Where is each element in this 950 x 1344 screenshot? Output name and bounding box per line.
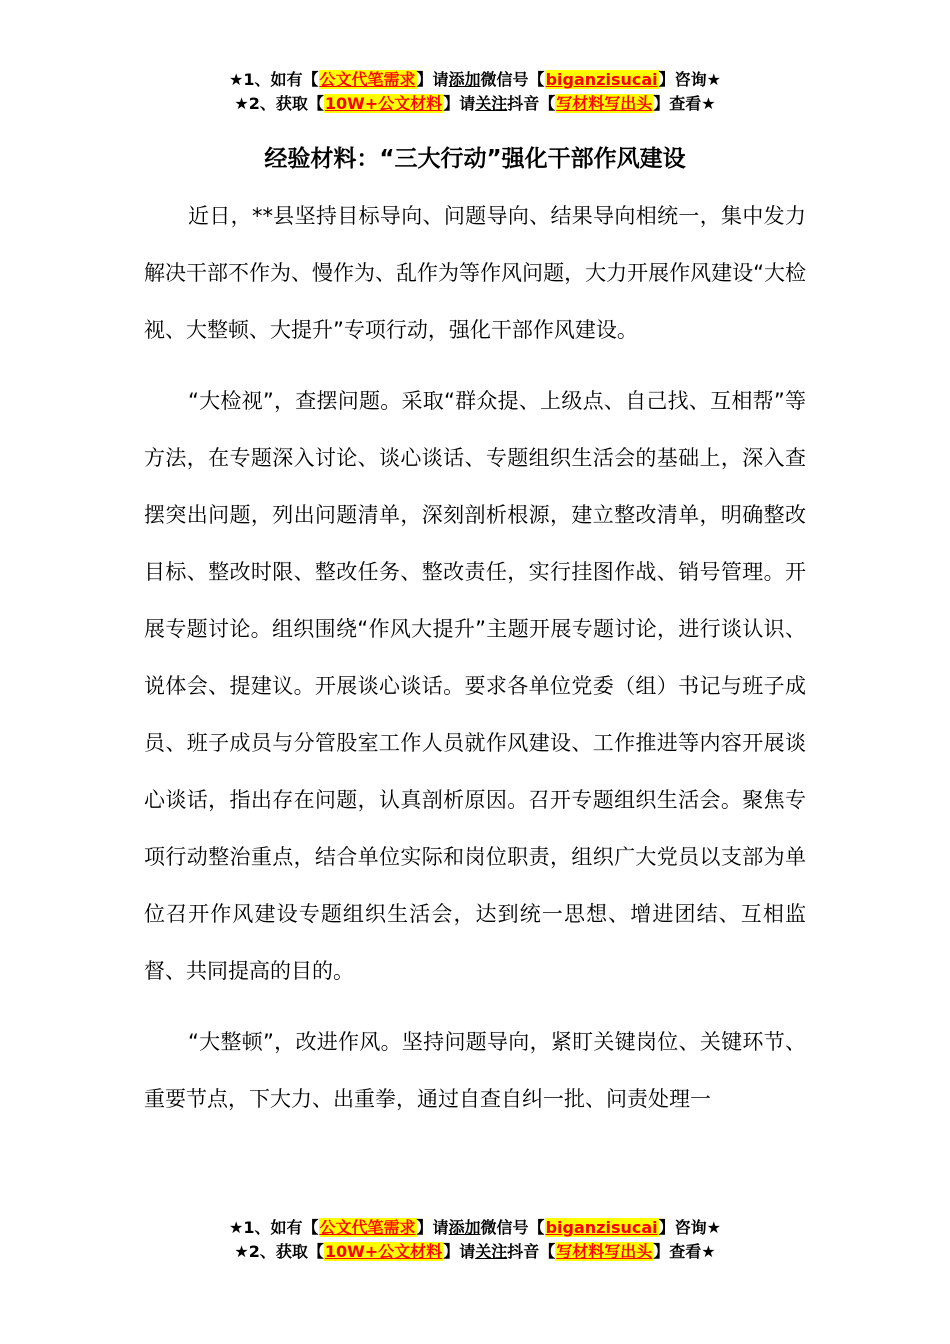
highlight-materials: 10W+公文材料 [324,1242,443,1261]
highlight-materials: 10W+公文材料 [324,94,443,113]
promo-line-1: ★1、如有【公文代笔需求】请添加微信号【biganzisucai】咨询★ [229,70,721,89]
highlight-wechat-id: biganzisucai [545,70,658,89]
promo-line-1: ★1、如有【公文代笔需求】请添加微信号【biganzisucai】咨询★ [229,1218,721,1237]
paragraph-rectification: “大整顿”，改进作风。坚持问题导向，紧盯关键岗位、关键环节、重要节点，下大力、出重拳，通过自查自纠一批、问责处理一 [144,1030,806,1111]
highlight-wechat-id: biganzisucai [545,1218,658,1237]
highlight-douyin-account: 写材料写出头 [556,1242,653,1261]
promo-line-2: ★2、获取【10W+公文材料】请关注抖音【写材料写出头】查看★ [234,1242,716,1261]
promo-banner-bottom [0,1216,950,1264]
document-title: 经验材料：“三大行动”强化干部作风建设 [264,146,686,173]
promo-banner-top [0,68,950,116]
paragraph-intro: 近日，**县坚持目标导向、问题导向、结果导向相统一，集中发力解决干部不作为、慢作为、乱作为等作风问题，大力开展作风建设“大检视、大整顿、大提升”专项行动，强化干部作风建设。 [144,204,806,342]
highlight-service: 公文代笔需求 [319,70,416,89]
highlight-douyin-account: 写材料写出头 [556,94,653,113]
promo-line-2: ★2、获取【10W+公文材料】请关注抖音【写材料写出头】查看★ [234,94,716,113]
paragraph-inspection: “大检视”，查摆问题。采取“群众提、上级点、自己找、互相帮”等方法，在专题深入讨论、谈心谈话、专题组织生活会的基础上，深入查摆突出问题，列出问题清单，深刻剖析根源，建立整改清单，明确整改目标、整改时限、整改任务、整改责任，实行挂图作战、销号管理。开展专题讨论。组织围绕“作风大提升”主题开展专题讨论，进行谈认识、说体会、提建议。开展谈心谈话。要求各单位党委（组）书记与班子成员、班子成员与分管股室工作人员就作风建设、工作推进等内容开展谈心谈话，指出存在问题，认真剖析原因。召开专题组织生活会。聚焦专项行动整治重点，结合单位实际和岗位职责，组织广大党员以支部为单位召开作风建设专题组织生活会，达到统一思想、增进团结、互相监督、共同提高的目的。 [144,389,806,983]
document-body [144,188,806,1128]
highlight-service: 公文代笔需求 [319,1218,416,1237]
